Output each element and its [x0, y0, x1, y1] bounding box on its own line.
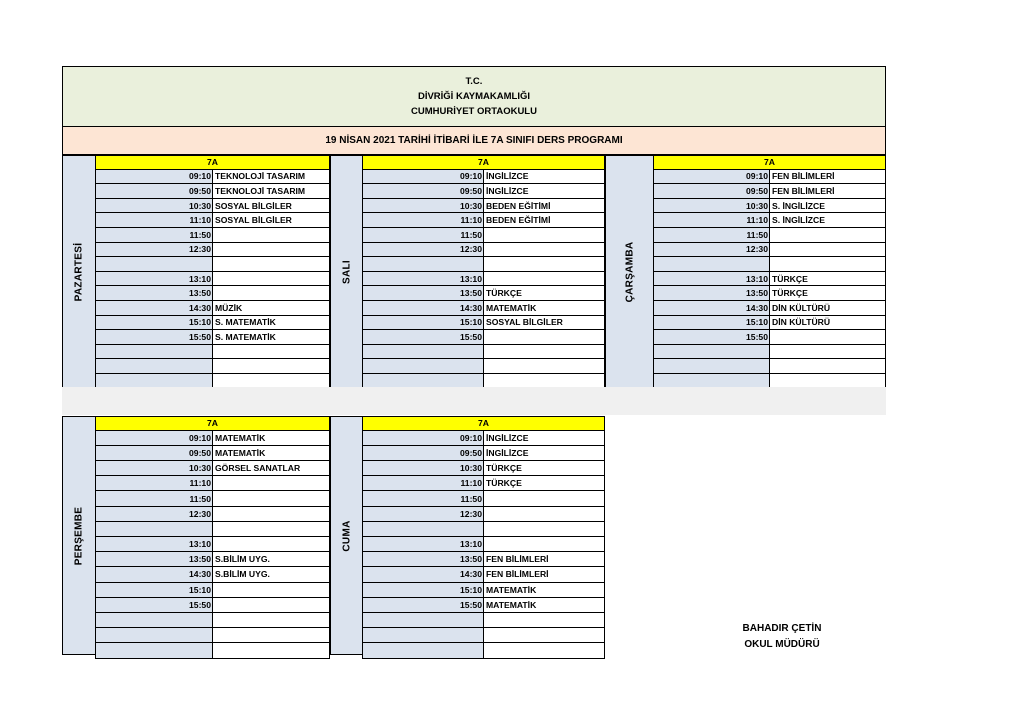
time-cell: 09:50 — [363, 184, 484, 199]
time-cell — [96, 344, 213, 359]
time-cell — [654, 374, 770, 389]
subject-cell: DİN KÜLTÜRÜ — [770, 301, 886, 316]
table-row — [363, 582, 605, 597]
schedule-title: 19 NİSAN 2021 TARİHİ İTİBARİ İLE 7A SINIFI DERS PROGRAMI — [62, 126, 886, 155]
day-label-persembe: PERŞEMBE — [73, 506, 85, 565]
time-cell: 14:30 — [96, 301, 213, 316]
time-cell: 15:10 — [96, 315, 213, 330]
subject-cell — [213, 628, 330, 643]
table-row — [363, 359, 605, 374]
subject-cell — [484, 271, 605, 286]
table-row — [654, 344, 886, 359]
subject-cell: MATEMATİK — [213, 445, 330, 460]
day-cell-cuma — [330, 416, 363, 655]
time-cell: 15:10 — [96, 582, 213, 597]
time-cell: 13:50 — [96, 552, 213, 567]
time-cell: 10:30 — [96, 461, 213, 476]
table-row — [363, 228, 605, 243]
table-row — [363, 169, 605, 184]
table-row — [96, 169, 330, 184]
time-cell — [363, 359, 484, 374]
schedule-table-sali — [362, 155, 605, 389]
table-row — [96, 521, 330, 536]
table-row — [654, 228, 886, 243]
table-row — [654, 374, 886, 389]
time-cell: 14:30 — [654, 301, 770, 316]
table-row — [96, 242, 330, 257]
subject-cell: S.BİLİM UYG. — [213, 552, 330, 567]
time-cell — [96, 374, 213, 389]
time-cell: 14:30 — [363, 567, 484, 582]
table-row — [96, 257, 330, 272]
time-cell: 09:50 — [96, 445, 213, 460]
header-line-school: CUMHURİYET ORTAOKULU — [411, 106, 537, 117]
subject-cell — [770, 228, 886, 243]
time-cell: 13:10 — [96, 537, 213, 552]
schedule-table-carsamba — [653, 155, 886, 389]
table-row — [363, 643, 605, 658]
time-cell: 11:10 — [654, 213, 770, 228]
time-cell — [654, 359, 770, 374]
table-row — [363, 430, 605, 445]
time-cell: 15:10 — [654, 315, 770, 330]
subject-cell — [484, 521, 605, 536]
subject-cell: S. MATEMATİK — [213, 315, 330, 330]
subject-cell — [213, 521, 330, 536]
time-cell: 11:10 — [96, 476, 213, 491]
table-row — [363, 552, 605, 567]
time-cell — [363, 643, 484, 658]
table-row — [363, 461, 605, 476]
table-row — [363, 344, 605, 359]
class-header: 7A — [96, 156, 330, 170]
subject-cell: BEDEN EĞİTİMİ — [484, 213, 605, 228]
table-row — [654, 330, 886, 345]
table-row — [654, 359, 886, 374]
subject-cell — [770, 330, 886, 345]
table-row — [96, 491, 330, 506]
time-cell: 13:50 — [654, 286, 770, 301]
day-cell-carsamba — [605, 155, 654, 388]
time-cell: 12:30 — [363, 506, 484, 521]
table-row — [96, 567, 330, 582]
time-cell: 09:10 — [96, 169, 213, 184]
subject-cell — [213, 242, 330, 257]
time-cell: 09:10 — [654, 169, 770, 184]
time-cell: 12:30 — [96, 506, 213, 521]
table-row — [654, 184, 886, 199]
subject-cell: MATEMATİK — [484, 597, 605, 612]
day-label-sali: SALI — [341, 259, 352, 284]
time-cell — [363, 344, 484, 359]
time-cell: 10:30 — [96, 198, 213, 213]
subject-cell: İNGİLİZCE — [484, 445, 605, 460]
table-row — [363, 184, 605, 199]
subject-cell: DİN KÜLTÜRÜ — [770, 315, 886, 330]
table-row — [96, 643, 330, 658]
table-row — [96, 476, 330, 491]
time-cell: 13:10 — [654, 271, 770, 286]
table-row — [96, 582, 330, 597]
table-row — [654, 257, 886, 272]
subject-cell — [484, 491, 605, 506]
table-row — [96, 286, 330, 301]
subject-cell — [213, 506, 330, 521]
subject-cell — [213, 344, 330, 359]
class-header: 7A — [363, 156, 605, 170]
class-header: 7A — [363, 417, 605, 431]
schedule-table-cuma — [362, 416, 605, 659]
table-row — [363, 476, 605, 491]
time-cell — [363, 628, 484, 643]
schedule-table-persembe — [95, 416, 330, 659]
class-header: 7A — [654, 156, 886, 170]
time-cell — [363, 374, 484, 389]
table-row — [96, 597, 330, 612]
time-cell: 15:10 — [363, 582, 484, 597]
subject-cell — [484, 330, 605, 345]
table-row — [96, 228, 330, 243]
time-cell: 13:50 — [363, 552, 484, 567]
time-cell: 11:50 — [363, 491, 484, 506]
day-cell-persembe — [62, 416, 96, 655]
table-row — [96, 461, 330, 476]
table-row — [654, 198, 886, 213]
time-cell: 13:10 — [363, 537, 484, 552]
table-row — [363, 286, 605, 301]
time-cell: 09:10 — [363, 169, 484, 184]
subject-cell: MATEMATİK — [213, 430, 330, 445]
subject-cell: S.BİLİM UYG. — [213, 567, 330, 582]
subject-cell — [484, 374, 605, 389]
time-cell — [96, 612, 213, 627]
time-cell: 10:30 — [363, 198, 484, 213]
subject-cell — [213, 271, 330, 286]
time-cell: 13:50 — [96, 286, 213, 301]
time-cell: 11:50 — [363, 228, 484, 243]
subject-cell: İNGİLİZCE — [484, 169, 605, 184]
subject-cell: S. İNGİLİZCE — [770, 213, 886, 228]
time-cell: 11:10 — [96, 213, 213, 228]
subject-cell — [484, 359, 605, 374]
table-row — [96, 344, 330, 359]
subject-cell — [213, 597, 330, 612]
principal-name: BAHADIR ÇETİN — [742, 623, 822, 634]
separator-band — [62, 387, 886, 415]
subject-cell — [213, 374, 330, 389]
time-cell — [654, 257, 770, 272]
time-cell — [96, 257, 213, 272]
table-row — [654, 271, 886, 286]
subject-cell: MÜZİK — [213, 301, 330, 316]
table-row — [363, 315, 605, 330]
subject-cell — [770, 374, 886, 389]
time-cell: 12:30 — [363, 242, 484, 257]
table-row — [96, 271, 330, 286]
table-row — [96, 359, 330, 374]
time-cell: 09:50 — [363, 445, 484, 460]
table-row — [363, 445, 605, 460]
table-row — [96, 445, 330, 460]
day-label-carsamba: ÇARŞAMBA — [624, 241, 635, 302]
subject-cell — [213, 359, 330, 374]
time-cell: 12:30 — [96, 242, 213, 257]
table-row — [363, 330, 605, 345]
table-row — [96, 213, 330, 228]
subject-cell — [213, 491, 330, 506]
header-line-district: DİVRİĞİ KAYMAKAMLIĞI — [417, 91, 531, 102]
time-cell: 11:10 — [363, 213, 484, 228]
table-row — [654, 301, 886, 316]
subject-cell: GÖRSEL SANATLAR — [213, 461, 330, 476]
time-cell: 13:10 — [96, 271, 213, 286]
time-cell: 10:30 — [654, 198, 770, 213]
subject-cell — [213, 228, 330, 243]
subject-cell — [484, 257, 605, 272]
subject-cell: SOSYAL BİLGİLER — [213, 213, 330, 228]
table-row — [96, 315, 330, 330]
subject-cell: TEKNOLOJİ TASARIM — [213, 184, 330, 199]
table-row — [363, 506, 605, 521]
table-row — [654, 169, 886, 184]
subject-cell — [484, 612, 605, 627]
table-row — [96, 374, 330, 389]
time-cell — [96, 628, 213, 643]
subject-cell: BEDEN EĞİTİMİ — [484, 198, 605, 213]
subject-cell: S. İNGİLİZCE — [770, 198, 886, 213]
subject-cell: FEN BİLİMLERİ — [770, 169, 886, 184]
time-cell — [363, 257, 484, 272]
time-cell: 15:50 — [96, 330, 213, 345]
subject-cell — [770, 242, 886, 257]
subject-cell — [484, 506, 605, 521]
time-cell: 11:50 — [96, 228, 213, 243]
table-row — [363, 198, 605, 213]
day-label-pazartesi: PAZARTESİ — [73, 242, 85, 301]
table-row — [654, 213, 886, 228]
table-row — [654, 242, 886, 257]
time-cell: 15:10 — [363, 315, 484, 330]
time-cell: 13:10 — [363, 271, 484, 286]
time-cell: 15:50 — [654, 330, 770, 345]
subject-cell — [484, 344, 605, 359]
subject-cell: FEN BİLİMLERİ — [770, 184, 886, 199]
time-cell — [96, 521, 213, 536]
time-cell: 09:10 — [96, 430, 213, 445]
time-cell: 11:10 — [363, 476, 484, 491]
table-row — [96, 430, 330, 445]
time-cell: 11:50 — [96, 491, 213, 506]
subject-cell: İNGİLİZCE — [484, 430, 605, 445]
subject-cell: TÜRKÇE — [484, 286, 605, 301]
class-header: 7A — [96, 417, 330, 431]
table-row — [363, 213, 605, 228]
subject-cell — [770, 344, 886, 359]
table-row — [363, 491, 605, 506]
time-cell: 15:50 — [363, 330, 484, 345]
subject-cell: TÜRKÇE — [770, 286, 886, 301]
subject-cell — [484, 628, 605, 643]
table-row — [363, 628, 605, 643]
table-row — [363, 257, 605, 272]
time-cell: 13:50 — [363, 286, 484, 301]
table-row — [363, 537, 605, 552]
time-cell: 15:50 — [96, 597, 213, 612]
signature-block — [736, 621, 828, 653]
day-cell-pazartesi — [62, 155, 96, 388]
subject-cell: TEKNOLOJİ TASARIM — [213, 169, 330, 184]
subject-cell: S. MATEMATİK — [213, 330, 330, 345]
header-line-tc: T.C. — [465, 76, 483, 87]
table-row — [96, 301, 330, 316]
schedule-table-pazartesi — [95, 155, 330, 389]
time-cell: 09:10 — [363, 430, 484, 445]
subject-cell: SOSYAL BİLGİLER — [484, 315, 605, 330]
time-cell — [363, 521, 484, 536]
table-row — [96, 537, 330, 552]
table-row — [96, 330, 330, 345]
time-cell: 10:30 — [363, 461, 484, 476]
subject-cell: İNGİLİZCE — [484, 184, 605, 199]
time-cell: 14:30 — [96, 567, 213, 582]
time-cell — [654, 344, 770, 359]
subject-cell — [213, 476, 330, 491]
subject-cell: TÜRKÇE — [484, 476, 605, 491]
subject-cell — [484, 537, 605, 552]
subject-cell: SOSYAL BİLGİLER — [213, 198, 330, 213]
time-cell: 14:30 — [363, 301, 484, 316]
time-cell: 12:30 — [654, 242, 770, 257]
subject-cell — [213, 643, 330, 658]
table-row — [363, 271, 605, 286]
table-row — [363, 612, 605, 627]
table-row — [96, 506, 330, 521]
time-cell: 11:50 — [654, 228, 770, 243]
table-row — [654, 315, 886, 330]
principal-title: OKUL MÜDÜRÜ — [744, 639, 820, 650]
time-cell — [363, 612, 484, 627]
subject-cell — [213, 286, 330, 301]
subject-cell: TÜRKÇE — [484, 461, 605, 476]
day-cell-sali — [330, 155, 363, 388]
table-row — [96, 552, 330, 567]
table-row — [363, 567, 605, 582]
subject-cell — [213, 537, 330, 552]
table-row — [363, 301, 605, 316]
subject-cell — [484, 242, 605, 257]
time-cell: 15:50 — [363, 597, 484, 612]
school-header — [62, 66, 886, 127]
day-label-cuma: CUMA — [341, 519, 352, 552]
table-row — [96, 628, 330, 643]
table-row — [363, 374, 605, 389]
subject-cell — [484, 228, 605, 243]
time-cell: 09:50 — [654, 184, 770, 199]
subject-cell: FEN BİLİMLERİ — [484, 567, 605, 582]
subject-cell — [213, 257, 330, 272]
table-row — [96, 184, 330, 199]
subject-cell — [484, 643, 605, 658]
subject-cell — [770, 257, 886, 272]
subject-cell: MATEMATİK — [484, 582, 605, 597]
time-cell — [96, 643, 213, 658]
time-cell — [96, 359, 213, 374]
subject-cell — [213, 612, 330, 627]
table-row — [363, 242, 605, 257]
table-row — [96, 612, 330, 627]
table-row — [654, 286, 886, 301]
time-cell: 09:50 — [96, 184, 213, 199]
table-row — [363, 597, 605, 612]
subject-cell: MATEMATİK — [484, 301, 605, 316]
subject-cell — [770, 359, 886, 374]
subject-cell: FEN BİLİMLERİ — [484, 552, 605, 567]
table-row — [96, 198, 330, 213]
subject-cell — [213, 582, 330, 597]
subject-cell: TÜRKÇE — [770, 271, 886, 286]
table-row — [363, 521, 605, 536]
